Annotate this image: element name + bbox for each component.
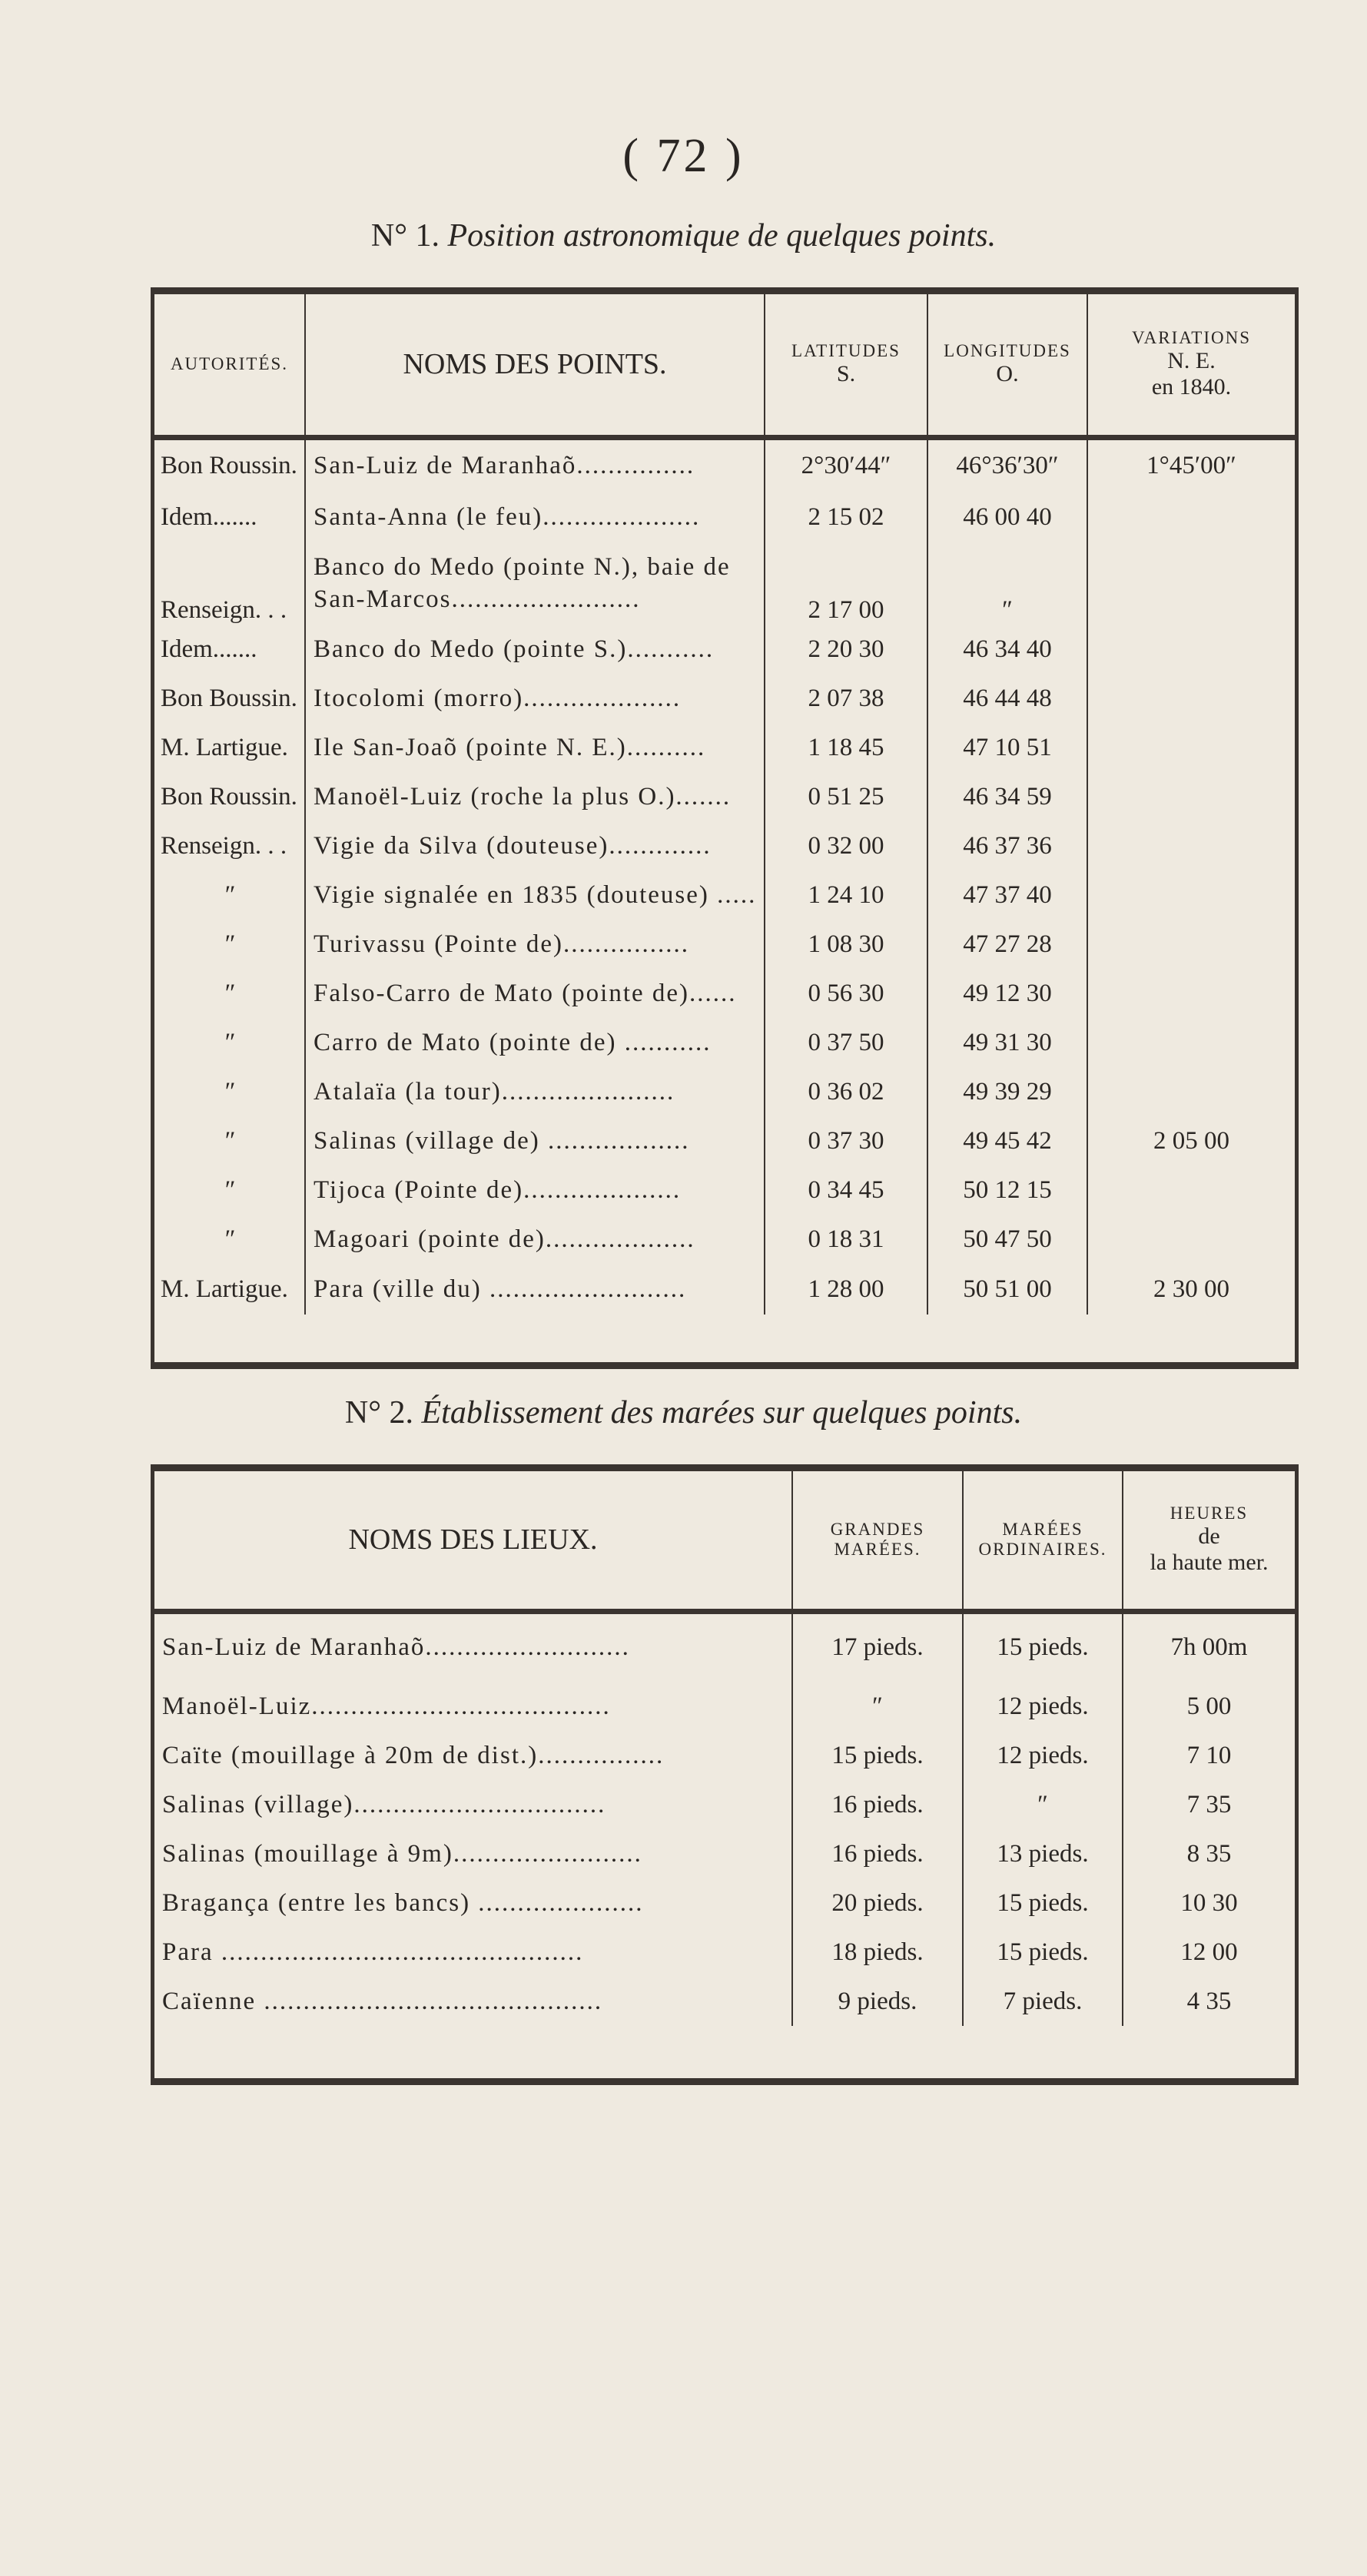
high-water-cell: 12 00 bbox=[1180, 1938, 1238, 1966]
header-place-names: NOMS DES LIEUX. bbox=[154, 1471, 792, 1611]
table2-title bbox=[0, 1394, 1367, 1431]
latitude-cell: 2 07 38 bbox=[765, 674, 927, 723]
longitude-cell: 50 47 50 bbox=[927, 1215, 1087, 1264]
variation-cell: 1°45′00″ bbox=[1146, 452, 1236, 480]
authority-cell: Bon Boussin. bbox=[154, 674, 305, 723]
authority-cell: ″ bbox=[154, 920, 305, 969]
latitude-cell: 0 37 50 bbox=[765, 1018, 927, 1067]
table-row bbox=[154, 969, 1295, 1018]
table-row bbox=[154, 1731, 1295, 1780]
table-row bbox=[154, 625, 1295, 674]
spring-tide-cell: 16 pieds. bbox=[792, 1780, 963, 1829]
header-authorities: AUTORITÉS. bbox=[154, 294, 305, 437]
authority-cell: ″ bbox=[154, 870, 305, 920]
variation-cell bbox=[1087, 492, 1295, 542]
high-water-cell: 7 10 bbox=[1186, 1741, 1232, 1769]
table2-title-number: N° 2. bbox=[344, 1395, 414, 1431]
ordinary-tide-cell: 12 pieds. bbox=[963, 1731, 1123, 1780]
point-name-cell: Atalaïa (la tour)...................... bbox=[305, 1067, 765, 1116]
ordinary-tide-cell: ″ bbox=[963, 1780, 1123, 1829]
longitude-cell: 47 10 51 bbox=[927, 723, 1087, 772]
table-row bbox=[154, 1067, 1295, 1116]
latitude-cell: 2°30′44″ bbox=[765, 437, 927, 492]
variation-cell bbox=[1087, 821, 1295, 870]
latitude-cell: 0 37 30 bbox=[765, 1116, 927, 1165]
latitude-cell: 2 17 00 bbox=[765, 542, 927, 625]
longitude-cell: ″ bbox=[927, 542, 1087, 625]
high-water-cell: 7 35 bbox=[1186, 1790, 1232, 1818]
table-row bbox=[154, 542, 1295, 625]
point-name-cell: Falso-Carro de Mato (pointe de)...... bbox=[305, 969, 765, 1018]
ordinary-tide-cell: 15 pieds. bbox=[963, 1878, 1123, 1928]
header-longitudes: LONGITUDES O. bbox=[927, 294, 1087, 437]
latitude-cell: 1 18 45 bbox=[765, 723, 927, 772]
point-name-cell: Magoari (pointe de)................... bbox=[305, 1215, 765, 1264]
table-row bbox=[154, 1780, 1295, 1829]
longitude-cell: 46 44 48 bbox=[927, 674, 1087, 723]
table-row bbox=[154, 821, 1295, 870]
variation-cell bbox=[1087, 1067, 1295, 1116]
longitude-cell: 46 34 59 bbox=[927, 772, 1087, 821]
high-water-cell: 8 35 bbox=[1186, 1839, 1232, 1868]
variation-cell bbox=[1087, 870, 1295, 920]
variation-cell: 2 30 00 bbox=[1153, 1275, 1229, 1303]
table-row bbox=[154, 1215, 1295, 1264]
authority-cell: ″ bbox=[154, 1116, 305, 1165]
authority-cell: ″ bbox=[154, 1165, 305, 1215]
table-row bbox=[154, 674, 1295, 723]
latitude-cell: 1 24 10 bbox=[765, 870, 927, 920]
variation-cell bbox=[1087, 969, 1295, 1018]
latitude-cell: 0 18 31 bbox=[765, 1215, 927, 1264]
latitude-cell: 0 34 45 bbox=[765, 1165, 927, 1215]
place-name-cell: Bragança (entre les bancs) ..................... bbox=[154, 1878, 792, 1928]
authority-cell: M. Lartigue. bbox=[154, 723, 305, 772]
table-row bbox=[154, 1977, 1295, 2026]
authority-cell: ″ bbox=[154, 1215, 305, 1264]
longitude-cell: 46 37 36 bbox=[927, 821, 1087, 870]
point-name-cell: Tijoca (Pointe de).................... bbox=[305, 1165, 765, 1215]
table-row bbox=[154, 1611, 1295, 1682]
point-name-cell: Vigie signalée en 1835 (douteuse) ..... bbox=[305, 870, 765, 920]
longitude-cell: 46 00 40 bbox=[927, 492, 1087, 542]
page-number: ( 72 ) bbox=[622, 130, 745, 182]
variation-cell bbox=[1087, 723, 1295, 772]
spring-tide-cell: 9 pieds. bbox=[792, 1977, 963, 2026]
point-name-cell: Vigie da Silva (douteuse)............. bbox=[305, 821, 765, 870]
authority-cell: Renseign. . . bbox=[154, 821, 305, 870]
astronomical-position-table bbox=[154, 294, 1295, 1315]
table-row bbox=[154, 1165, 1295, 1215]
table-row bbox=[154, 723, 1295, 772]
variation-cell bbox=[1087, 772, 1295, 821]
authority-cell: ″ bbox=[154, 969, 305, 1018]
longitude-cell: 46 34 40 bbox=[927, 625, 1087, 674]
point-name-cell: Carro de Mato (pointe de) ........... bbox=[305, 1018, 765, 1067]
spring-tide-cell: ″ bbox=[792, 1682, 963, 1731]
table-row bbox=[154, 1829, 1295, 1878]
longitude-cell: 49 39 29 bbox=[927, 1067, 1087, 1116]
high-water-cell: 7h 00m bbox=[1170, 1633, 1248, 1662]
place-name-cell: Salinas (village)................................ bbox=[154, 1780, 792, 1829]
place-name-cell: San-Luiz de Maranhaõ.......................... bbox=[154, 1611, 792, 1682]
ordinary-tide-cell: 12 pieds. bbox=[963, 1682, 1123, 1731]
authority-cell: Bon Roussin. bbox=[154, 437, 305, 492]
tides-table bbox=[154, 1471, 1295, 2026]
variation-cell bbox=[1087, 920, 1295, 969]
table-row bbox=[154, 920, 1295, 969]
spring-tide-cell: 16 pieds. bbox=[792, 1829, 963, 1878]
table-row bbox=[154, 1018, 1295, 1067]
variation-cell bbox=[1087, 1018, 1295, 1067]
variation-cell bbox=[1087, 1215, 1295, 1264]
authority-cell: ″ bbox=[154, 1067, 305, 1116]
ordinary-tide-cell: 7 pieds. bbox=[963, 1977, 1123, 2026]
table-row bbox=[154, 772, 1295, 821]
table1-frame bbox=[151, 287, 1299, 1369]
table-row bbox=[154, 870, 1295, 920]
latitude-cell: 1 28 00 bbox=[765, 1264, 927, 1315]
latitude-cell: 2 15 02 bbox=[765, 492, 927, 542]
authority-cell: Idem....... bbox=[154, 625, 305, 674]
variation-cell: 2 05 00 bbox=[1153, 1126, 1229, 1155]
table1-title-text: Position astronomique de quelques points. bbox=[447, 218, 997, 254]
longitude-cell: 50 51 00 bbox=[927, 1264, 1087, 1315]
ordinary-tide-cell: 15 pieds. bbox=[963, 1611, 1123, 1682]
place-name-cell: Caïte (mouillage à 20m de dist.)................ bbox=[154, 1731, 792, 1780]
spring-tide-cell: 17 pieds. bbox=[792, 1611, 963, 1682]
point-name-cell: Banco do Medo (pointe S.)........... bbox=[305, 625, 765, 674]
high-water-cell: 4 35 bbox=[1186, 1987, 1232, 2015]
point-name-cell: Ile San-Joaõ (pointe N. E.).......... bbox=[305, 723, 765, 772]
point-name-cell: Banco do Medo (pointe N.), baie de San-Marcos........................ bbox=[305, 542, 765, 625]
longitude-cell: 49 45 42 bbox=[927, 1116, 1087, 1165]
longitude-cell: 50 12 15 bbox=[927, 1165, 1087, 1215]
table-row bbox=[154, 1928, 1295, 1977]
table1-title-number: N° 1. bbox=[370, 218, 440, 254]
header-variations: VARIATIONS N. E. en 1840. bbox=[1087, 294, 1295, 437]
header-point-names: NOMS DES POINTS. bbox=[305, 294, 765, 437]
table1-title bbox=[0, 217, 1367, 254]
header-spring-tides: GRANDES MARÉES. bbox=[792, 1471, 963, 1611]
variation-cell bbox=[1087, 625, 1295, 674]
longitude-cell: 47 27 28 bbox=[927, 920, 1087, 969]
ordinary-tide-cell: 13 pieds. bbox=[963, 1829, 1123, 1878]
latitude-cell: 2 20 30 bbox=[765, 625, 927, 674]
variation-cell bbox=[1087, 1165, 1295, 1215]
latitude-cell: 0 36 02 bbox=[765, 1067, 927, 1116]
point-name-cell: Itocolomi (morro).................... bbox=[305, 674, 765, 723]
variation-cell bbox=[1087, 542, 1295, 625]
latitude-cell: 0 32 00 bbox=[765, 821, 927, 870]
point-name-cell: Para (ville du) ......................... bbox=[305, 1264, 765, 1315]
table2-title-text: Établissement des marées sur quelques points. bbox=[421, 1395, 1023, 1431]
spring-tide-cell: 15 pieds. bbox=[792, 1731, 963, 1780]
spring-tide-cell: 18 pieds. bbox=[792, 1928, 963, 1977]
place-name-cell: Para .............................................. bbox=[154, 1928, 792, 1977]
point-name-cell: Salinas (village de) .................. bbox=[305, 1116, 765, 1165]
place-name-cell: Caïenne ........................................... bbox=[154, 1977, 792, 2026]
point-name-cell: Santa-Anna (le feu).................... bbox=[305, 492, 765, 542]
latitude-cell: 0 56 30 bbox=[765, 969, 927, 1018]
authority-cell: ″ bbox=[154, 1018, 305, 1067]
place-name-cell: Salinas (mouillage à 9m)........................ bbox=[154, 1829, 792, 1878]
longitude-cell: 46°36′30″ bbox=[927, 437, 1087, 492]
table-row bbox=[154, 1878, 1295, 1928]
longitude-cell: 49 31 30 bbox=[927, 1018, 1087, 1067]
table-row bbox=[154, 1264, 1295, 1315]
table-row bbox=[154, 437, 1295, 492]
variation-cell bbox=[1087, 674, 1295, 723]
high-water-cell: 5 00 bbox=[1186, 1692, 1232, 1720]
authority-cell: Idem....... bbox=[154, 492, 305, 542]
high-water-cell: 10 30 bbox=[1180, 1888, 1238, 1917]
table-row bbox=[154, 1116, 1295, 1165]
table2-frame bbox=[151, 1464, 1299, 2085]
ordinary-tide-cell: 15 pieds. bbox=[963, 1928, 1123, 1977]
header-ordinary-tides: MARÉES ORDINAIRES. bbox=[963, 1471, 1123, 1611]
point-name-cell: San-Luiz de Maranhaõ............... bbox=[305, 437, 765, 492]
longitude-cell: 47 37 40 bbox=[927, 870, 1087, 920]
table-row bbox=[154, 1682, 1295, 1731]
place-name-cell: Manoël-Luiz...................................... bbox=[154, 1682, 792, 1731]
latitude-cell: 1 08 30 bbox=[765, 920, 927, 969]
longitude-cell: 49 12 30 bbox=[927, 969, 1087, 1018]
point-name-cell: Turivassu (Pointe de)................ bbox=[305, 920, 765, 969]
point-name-cell: Manoël-Luiz (roche la plus O.)....... bbox=[305, 772, 765, 821]
header-latitudes: LATITUDES S. bbox=[765, 294, 927, 437]
spring-tide-cell: 20 pieds. bbox=[792, 1878, 963, 1928]
authority-cell: Renseign. . . bbox=[154, 542, 305, 625]
authority-cell: Bon Roussin. bbox=[154, 772, 305, 821]
table-row bbox=[154, 492, 1295, 542]
latitude-cell: 0 51 25 bbox=[765, 772, 927, 821]
header-high-water-hours: HEURES de la haute mer. bbox=[1123, 1471, 1295, 1611]
authority-cell: M. Lartigue. bbox=[154, 1264, 305, 1315]
